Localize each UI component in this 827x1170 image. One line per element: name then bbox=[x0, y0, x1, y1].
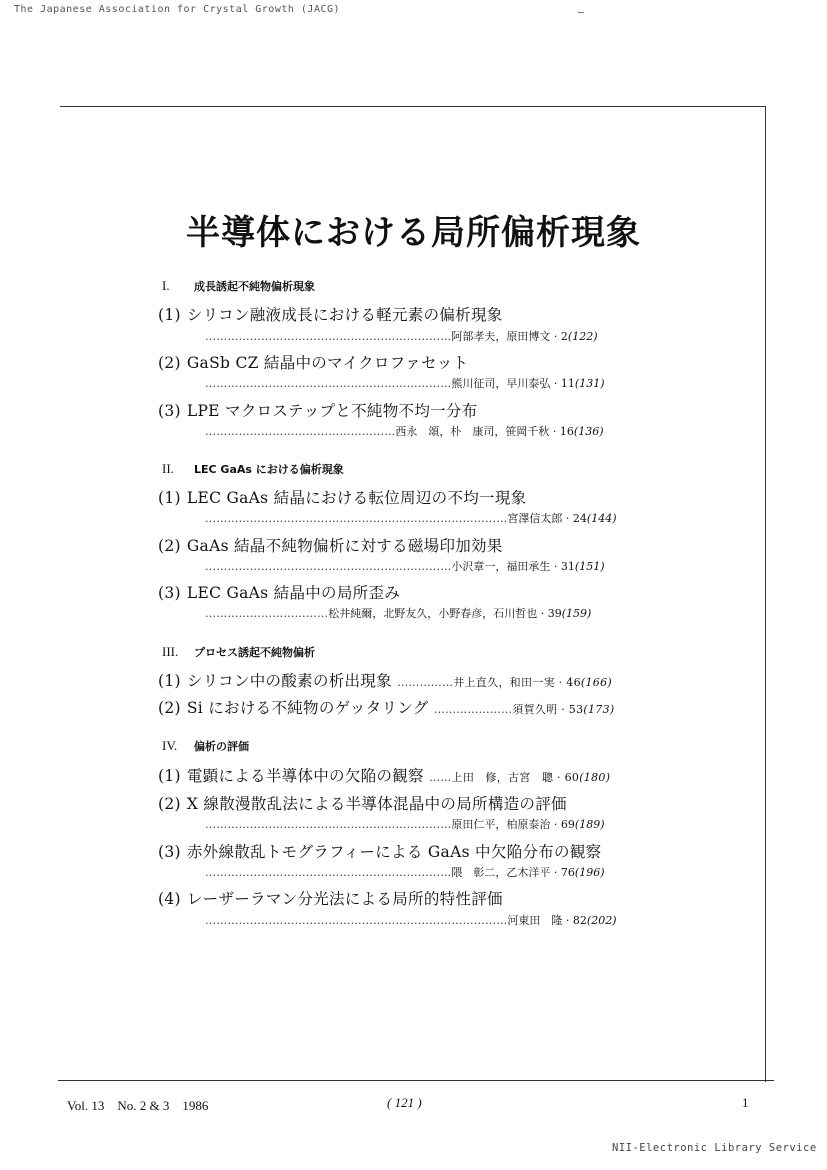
leader-dots: ………………………………………………………… bbox=[205, 560, 452, 573]
toc-entry-title[interactable] bbox=[158, 303, 503, 325]
toc-entry-byline: …………………………………………………………熊川征司，早川泰弘 · 11(131) bbox=[205, 377, 605, 390]
entry-page: 2 bbox=[560, 330, 568, 343]
entry-number: (4) bbox=[158, 890, 181, 908]
section-number: I. bbox=[162, 278, 170, 293]
section-number: III. bbox=[162, 644, 179, 659]
leader-dots: ………………… bbox=[433, 703, 513, 716]
toc-entry-title[interactable] bbox=[158, 887, 503, 909]
entry-number: (1) bbox=[158, 672, 181, 690]
section-title: 偏析の評価 bbox=[194, 740, 249, 753]
entry-authors: 小沢章一，福田承生 bbox=[451, 560, 551, 573]
entry-page: 53 bbox=[568, 703, 584, 716]
entry-authors: 須賀久明 bbox=[512, 703, 558, 716]
entry-authors: 熊川征司，早川泰弘 bbox=[451, 377, 551, 390]
entry-original-page: (151) bbox=[574, 560, 605, 573]
footer-original-page: ( 121 ) bbox=[387, 1095, 422, 1110]
entry-authors: 隈 彰二，乙木洋平 bbox=[451, 866, 551, 879]
section-heading-1 bbox=[162, 278, 315, 294]
entry-page: 11 bbox=[560, 377, 575, 390]
entry-original-page: (131) bbox=[574, 377, 605, 390]
entry-title: LPE マクロステップと不純物不均一分布 bbox=[186, 402, 478, 420]
entry-number: (1) bbox=[158, 767, 181, 785]
leader-dots: ………………………………………………………… bbox=[205, 330, 452, 343]
entry-title: 赤外線散乱トモグラフィーによる GaAs 中欠陥分布の観察 bbox=[186, 843, 602, 861]
entry-page: 31 bbox=[560, 560, 575, 573]
section-heading-4 bbox=[162, 738, 249, 754]
toc-entry-title[interactable]: (1) シリコン中の酸素の析出現象 ……………井上直久，和田一実 · 46(166) bbox=[158, 672, 612, 690]
toc-entry-title[interactable] bbox=[158, 351, 468, 373]
section-title: プロセス誘起不純物偏析 bbox=[194, 646, 315, 659]
section-number: IV. bbox=[162, 738, 178, 753]
leader-dots: ………………………………………………………… bbox=[205, 818, 452, 831]
header-organization: The Japanese Association for Crystal Growth (JACG) bbox=[14, 4, 341, 15]
entry-page: 76 bbox=[560, 866, 575, 879]
section-heading-3 bbox=[162, 644, 315, 660]
toc-entry-byline: ……………………………松井純爾，北野友久，小野春彦，石川哲也 · 39(159) bbox=[205, 607, 592, 620]
entry-number: (1) bbox=[158, 306, 181, 324]
entry-original-page: (144) bbox=[586, 512, 617, 525]
entry-number: (3) bbox=[158, 584, 181, 602]
entry-original-page: (122) bbox=[567, 330, 598, 343]
entry-original-page: (189) bbox=[574, 818, 605, 831]
page-title: 半導体における局所偏析現象 bbox=[186, 213, 641, 253]
entry-title: GaSb CZ 結晶中のマイクロファセット bbox=[186, 354, 469, 372]
entry-title: 電顕による半導体中の欠陥の観察 bbox=[186, 767, 424, 785]
toc-entry-byline: …………………………………………………………阿部孝夫，原田博文 · 2(122) bbox=[205, 330, 598, 343]
entry-number: (3) bbox=[158, 402, 181, 420]
toc-entry-title[interactable] bbox=[158, 840, 601, 862]
entry-page: 39 bbox=[547, 607, 562, 620]
entry-title: X 線散漫散乱法による半導体混晶中の局所構造の評価 bbox=[186, 795, 567, 813]
entry-page: 24 bbox=[572, 512, 587, 525]
section-title: 成長誘起不純物偏析現象 bbox=[194, 280, 315, 293]
entry-number: (3) bbox=[158, 843, 181, 861]
entry-original-page: (166) bbox=[580, 676, 612, 689]
leader-dots: …………… bbox=[397, 676, 454, 689]
entry-title: LEC GaAs 結晶中の局所歪み bbox=[186, 584, 401, 602]
toc-entry-title[interactable] bbox=[158, 581, 400, 603]
toc-entry-byline: …………………………………………………………隈 彰二，乙木洋平 · 76(196) bbox=[205, 866, 605, 879]
toc-entry-title[interactable] bbox=[158, 534, 503, 556]
section-title: LEC GaAs における偏析現象 bbox=[194, 463, 344, 476]
entry-title: Si における不純物のゲッタリング bbox=[186, 699, 429, 717]
entry-authors: 阿部孝夫，原田博文 bbox=[451, 330, 551, 343]
toc-entry-title[interactable] bbox=[158, 792, 567, 814]
entry-page: 46 bbox=[566, 676, 581, 689]
toc-entry-byline: …………………………………………………………小沢章一，福田承生 · 31(151) bbox=[205, 560, 605, 573]
toc-entry-title[interactable] bbox=[158, 399, 478, 421]
entry-number: (2) bbox=[158, 795, 181, 813]
toc-entry-byline: …………………………………………………………原田仁平，柏原泰治 · 69(189) bbox=[205, 818, 605, 831]
entry-title: レーザーラマン分光法による局所的特性評価 bbox=[186, 890, 503, 908]
entry-number: (2) bbox=[158, 537, 181, 555]
entry-original-page: (173) bbox=[583, 703, 615, 716]
entry-number: (1) bbox=[158, 489, 181, 507]
entry-original-page: (136) bbox=[573, 425, 604, 438]
entry-title: シリコン中の酸素の析出現象 bbox=[186, 672, 392, 690]
leader-dots: …………………………………………… bbox=[205, 425, 396, 438]
leader-dots: ……………………………………………………………………… bbox=[205, 914, 508, 927]
section-heading-2 bbox=[162, 461, 344, 477]
toc-entry-byline: ………………………………………………………………………宮澤信太郎 · 24(144) bbox=[205, 512, 617, 525]
toc-entry-byline: ………………………………………………………………………河東田 隆 · 82(202) bbox=[205, 914, 617, 927]
entry-title: GaAs 結晶不純物偏析に対する磁場印加効果 bbox=[186, 537, 503, 555]
leader-dots: …… bbox=[429, 771, 452, 784]
entry-page: 82 bbox=[572, 914, 587, 927]
entry-authors: 松井純爾，北野友久，小野春彦，石川哲也 bbox=[328, 607, 538, 620]
leader-dots: ………………………………………………………… bbox=[205, 866, 452, 879]
toc-entry-title[interactable]: (1) 電顕による半導体中の欠陥の観察 ……上田 修，古宮 聰 · 60(180) bbox=[158, 767, 611, 785]
entry-authors: 宮澤信太郎 bbox=[507, 512, 563, 525]
entry-authors: 上田 修，古宮 聰 bbox=[451, 771, 554, 784]
entry-authors: 西永 頌，朴 康司，笹岡千秋 bbox=[395, 425, 550, 438]
footer-volume: Vol. 13 No. 2 & 3 1986 bbox=[67, 1098, 209, 1113]
entry-authors: 井上直久，和田一実 bbox=[453, 676, 555, 689]
entry-number: (2) bbox=[158, 699, 181, 717]
toc-entry-title[interactable]: (2) Si における不純物のゲッタリング …………………須賀久明 · 53(173) bbox=[158, 699, 615, 717]
toc-entry-byline: ……………………………………………西永 頌，朴 康司，笹岡千秋 · 16(136) bbox=[205, 425, 604, 438]
entry-title: シリコン融液成長における軽元素の偏析現象 bbox=[186, 306, 503, 324]
entry-number: (2) bbox=[158, 354, 181, 372]
entry-original-page: (196) bbox=[574, 866, 605, 879]
leader-dots: ……………………………………………………………………… bbox=[205, 512, 508, 525]
entry-page: 69 bbox=[560, 818, 575, 831]
leader-dots: ………………………………………………………… bbox=[205, 377, 452, 390]
section-number: II. bbox=[162, 461, 174, 476]
entry-original-page: (180) bbox=[579, 771, 611, 784]
entry-original-page: (202) bbox=[586, 914, 617, 927]
entry-authors: 原田仁平，柏原泰治 bbox=[451, 818, 551, 831]
entry-page: 16 bbox=[559, 425, 574, 438]
entry-authors: 河東田 隆 bbox=[507, 914, 563, 927]
toc-entry-title[interactable] bbox=[158, 486, 526, 508]
entry-page: 60 bbox=[564, 771, 580, 784]
footer-library-service: NII-Electronic Library Service bbox=[612, 1142, 817, 1154]
entry-title: LEC GaAs 結晶における転位周辺の不均一現象 bbox=[186, 489, 527, 507]
leader-dots: …………………………… bbox=[205, 607, 329, 620]
footer-page-number: 1 bbox=[742, 1095, 749, 1110]
entry-original-page: (159) bbox=[561, 607, 592, 620]
